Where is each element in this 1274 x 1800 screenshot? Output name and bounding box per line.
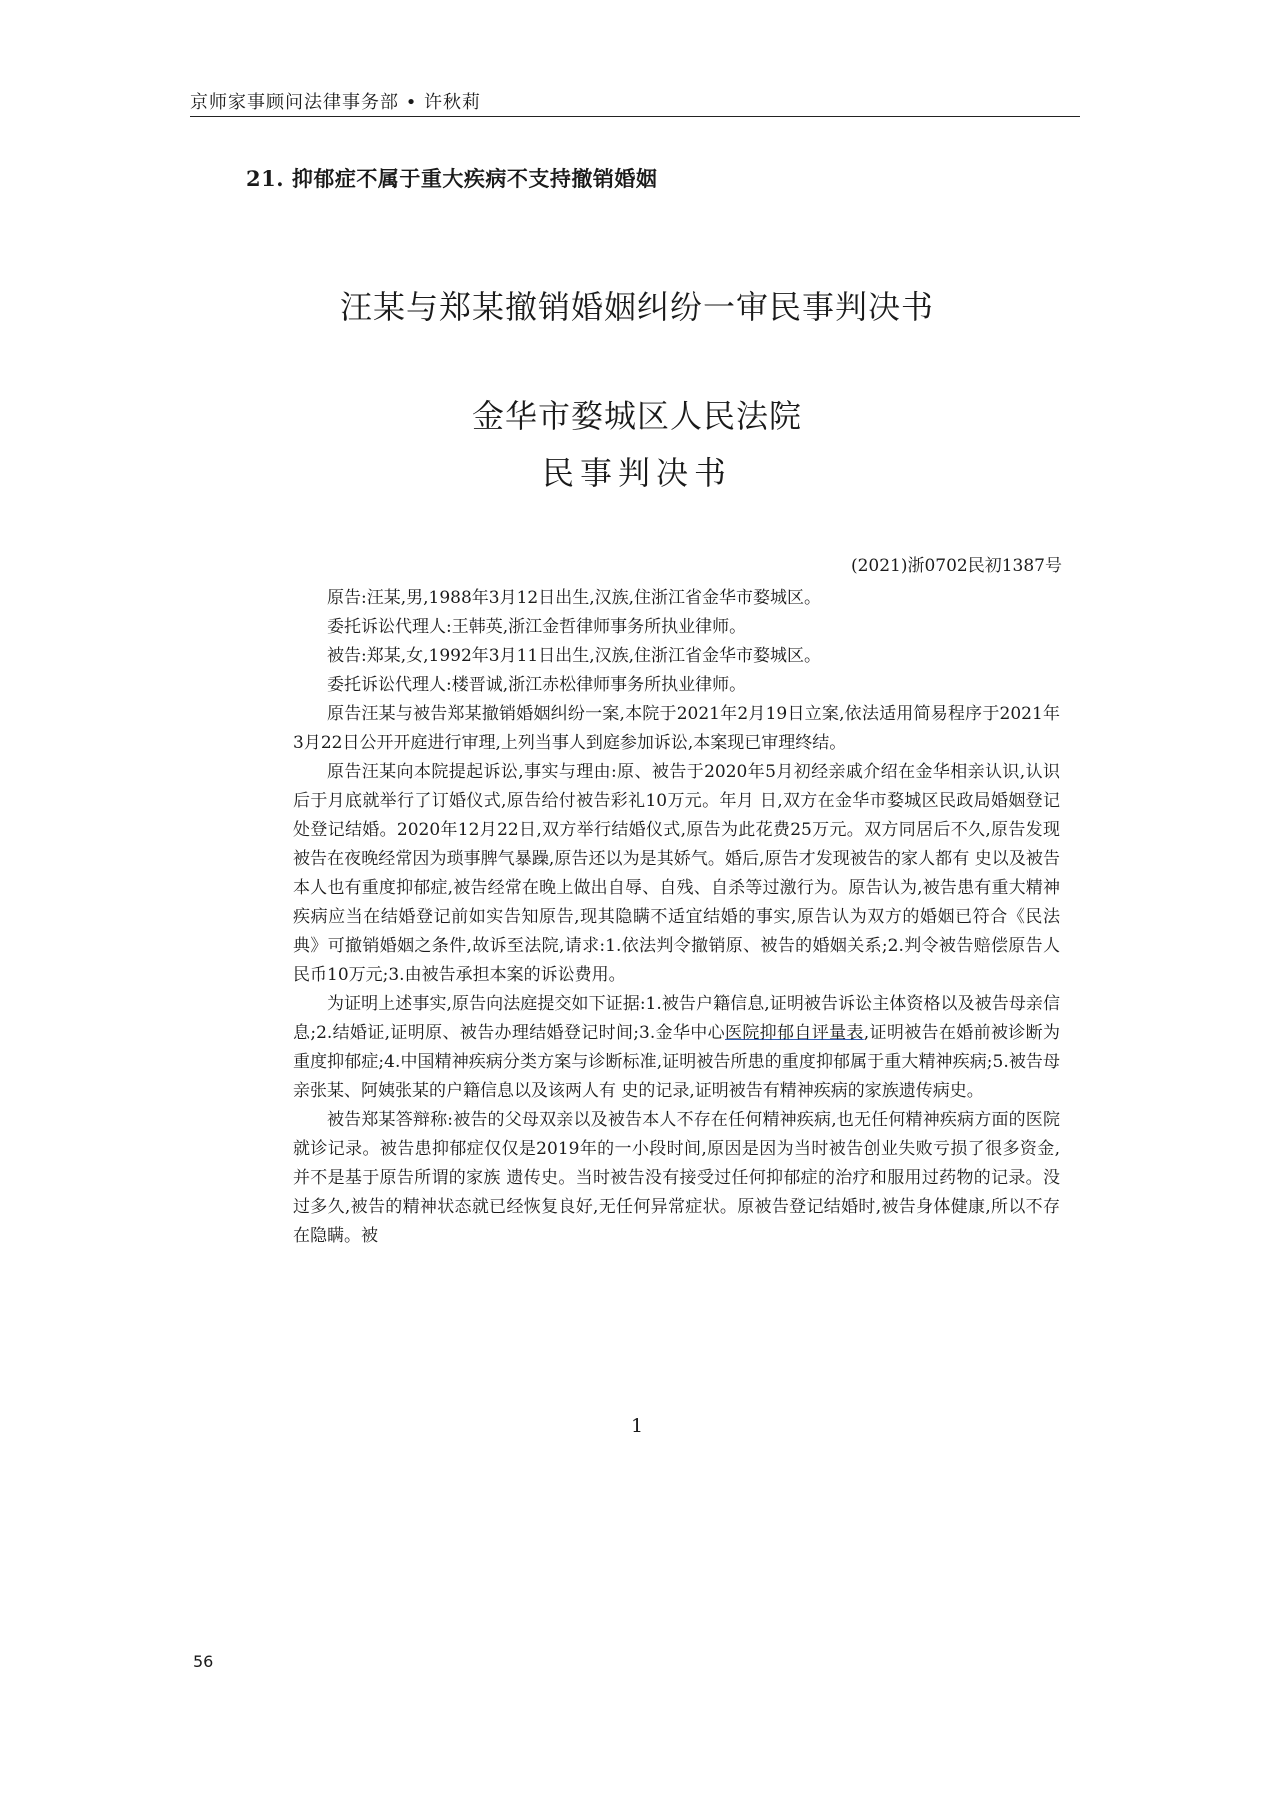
evidence-text-start: 为证明上述事实,原告向法庭提交如下证据:1.被告户籍信息,证明被告诉讼主体资格以及被告母亲信息;2.结婚证,证明原、被告办理结婚登记时间;3.金华中心	[293, 994, 1060, 1043]
document-title: 汪某与郑某撤销婚姻纠纷一审民事判决书	[339, 288, 934, 326]
page-number: 1	[630, 1415, 644, 1437]
party-defendant-agent: 委托诉讼代理人:楼晋诚,浙江赤松律师事务所执业律师。	[327, 675, 747, 695]
evidence-paragraph	[293, 990, 1060, 1106]
hospital-scale-link[interactable]: 医院抑郁自评量表	[724, 1023, 864, 1043]
plaintiff-claims-paragraph: 原告汪某向本院提起诉讼,事实与理由:原、被告于2020年5月初经亲戚介绍在金华相亲认识,认识后于月底就举行了订婚仪式,原告给付被告彩礼10万元。年月 日,双方在金华市婺城区民政局婚姻登记处登记结婚。2020年12月22日,双方举行结婚仪式,原告为此花费25万元。双方同居后不久,原告发现被告在夜晚经常因为琐事脾气暴躁,原告还以为是其娇气。婚后,原告才发现被告的家人都有 史以及被告本人也有重度抑郁症,被告经常在晚上做出自辱、自残、自杀等过激行为。原告认为,被告患有重大精神疾病应当在结婚登记前如实告知原告,现其隐瞒不适宜结婚的事实,原告认为双方的婚姻已符合《民法典》可撤销婚姻之条件,故诉至法院,请求:1.依法判令撤销原、被告的婚姻关系;2.判令被告赔偿原告人民币10万元;3.由被告承担本案的诉讼费用。	[293, 762, 1060, 985]
book-page-number: 56	[193, 1652, 214, 1671]
defendant-reply-paragraph: 被告郑某答辩称:被告的父母双亲以及被告本人不存在任何精神疾病,也无任何精神疾病方面的医院就诊记录。被告患抑郁症仅仅是2019年的一小段时间,原因是因为当时被告创业失败亏损了很多资金,并不是基于原告所谓的家族 遗传史。当时被告没有接受过任何抑郁症的治疗和服用过药物的记录。没过多久,被告的精神状态就已经恢复良好,无任何异常症状。原被告登记结婚时,被告身体健康,所以不存在隐瞒。被	[293, 1110, 1060, 1246]
section-heading: 21. 抑郁症不属于重大疾病不支持撤销婚姻	[246, 166, 658, 191]
case-filing-paragraph: 原告汪某与被告郑某撤销婚姻纠纷一案,本院于2021年2月19日立案,依法适用简易程序于2021年3月22日公开开庭进行审理,上列当事人到庭参加诉讼,本案现已审理终结。	[293, 704, 1060, 753]
document-type: 民事判决书	[541, 454, 732, 492]
judgment-body	[293, 584, 1060, 1251]
running-header: 京师家事顾问法律事务部 • 许秋莉	[190, 92, 482, 113]
case-number: (2021)浙0702民初1387号	[850, 556, 1062, 576]
evidence-text-end: ,证明被告在婚前被诊断为重度抑郁症;4.中国精神疾病分类方案与诊断标准,证明被告所患的重度抑郁属于重大精神疾病;5.被告母亲张某、阿姨张某的户籍信息以及该两人有 史的记录,证明被告有精神疾病的家族遗传病史。	[293, 1023, 1060, 1101]
party-plaintiff-agent: 委托诉讼代理人:王韩英,浙江金哲律师事务所执业律师。	[327, 617, 747, 637]
court-name: 金华市婺城区人民法院	[471, 397, 802, 435]
party-plaintiff: 原告:汪某,男,1988年3月12日出生,汉族,住浙江省金华市婺城区。	[327, 588, 822, 608]
header-rule	[190, 116, 1080, 117]
party-defendant: 被告:郑某,女,1992年3月11日出生,汉族,住浙江省金华市婺城区。	[327, 646, 822, 666]
